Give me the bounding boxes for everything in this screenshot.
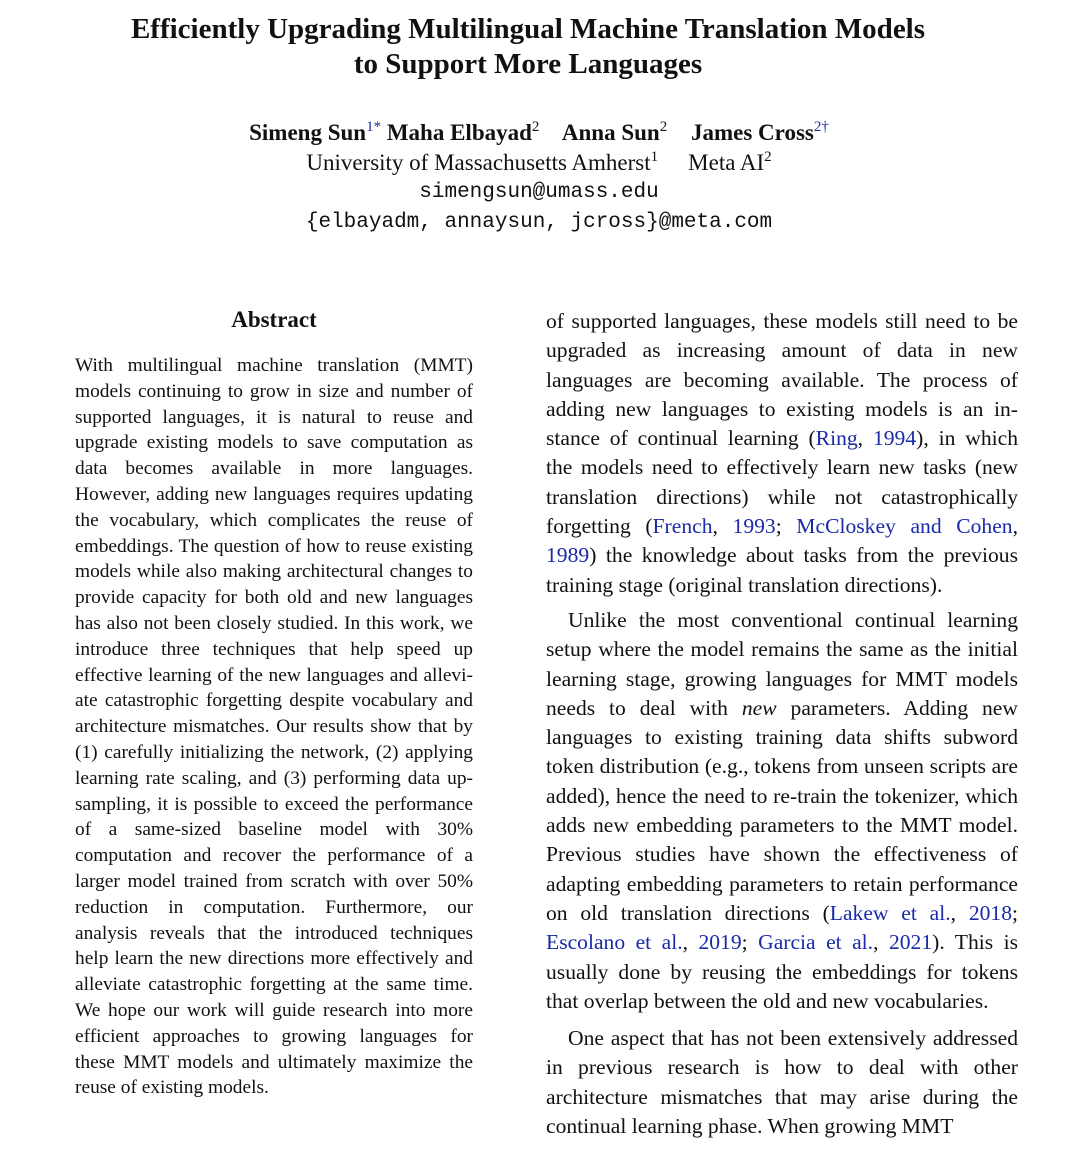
body-text: ; <box>1012 900 1018 925</box>
affiliations <box>0 148 1078 178</box>
citation-link[interactable]: Lakew et al. <box>829 900 951 925</box>
citation-link[interactable]: Ring <box>815 426 858 451</box>
author-marker: 2 <box>659 119 668 135</box>
right-column <box>546 307 1018 1141</box>
body-text: parameters. Adding new languages to existing training data shifts subword token distribution (e.g., tokens from unseen scripts are added), hence the need to re-train the tokenizer, which adds new embedding parameters to the MMT model. Previous studies have shown the effectiveness of adapting embedding parameters to retain performance on old translation directions ( <box>546 695 1018 925</box>
citation-link[interactable]: McCloskey and Cohen <box>796 514 1013 539</box>
body-text: , <box>873 930 889 955</box>
emphasis-text: new <box>741 695 777 720</box>
affiliation-marker: 2 <box>764 149 772 165</box>
paper-title <box>0 12 1056 82</box>
citation-link[interactable]: Garcia et al. <box>758 930 874 955</box>
email-group: {elbayadm, annaysun, jcross}@meta.com <box>305 211 773 234</box>
citation-link[interactable]: 2019 <box>698 930 742 955</box>
title-line-1: Efficiently Upgrading Multilingual Machine Translation Models <box>130 13 926 45</box>
body-text: of supported languages, these models still need to be upgraded as increasing amount of data in new languages are becoming available. The process of adding new languages to existing models is an instance of continual learning ( <box>546 309 1018 451</box>
author-marker: 1* <box>366 119 382 135</box>
citation-link[interactable]: 1989 <box>546 543 590 568</box>
citation-link[interactable]: 2021 <box>888 930 933 955</box>
left-column <box>75 304 473 1101</box>
author-block <box>0 118 1078 238</box>
body-text: , <box>682 930 699 955</box>
body-paragraph-2 <box>546 606 1018 1016</box>
author-names <box>0 118 1078 148</box>
citation-link[interactable]: 1993 <box>732 514 776 539</box>
body-text: , <box>1012 514 1019 539</box>
affiliation-marker: 1 <box>650 149 659 165</box>
body-text: , <box>857 426 873 451</box>
body-text: ; <box>741 930 759 955</box>
title-line-2: to Support More Languages <box>353 48 703 80</box>
citation-link[interactable]: Escolano et al. <box>546 930 683 955</box>
body-text: One aspect that has not been extensively addressed in previous research is how to deal with other architecture mismatches that may arise during the continual learning phase. When growing MMT <box>546 1026 1018 1139</box>
author-marker: 2 <box>531 119 540 135</box>
citation-link[interactable]: 2018 <box>968 900 1012 925</box>
body-text: Unlike the most conventional continual learning setup where the model remains the same as the initial learning stage, growing languages for MMT models needs to deal with <box>546 607 1018 720</box>
abstract-text: With multilingual machine translation (MMT) models continuing to grow in size and number of supported languages, it is natural to reuse and upgrade existing models to save computation as data becomes available in more languages. However, adding new languages requires updating the vocabulary, which complicates the reuse of embeddings. The question of how to reuse existing models while also making architectural changes to provide capacity for both old and new languages has also not been closely studied. In this work, we introduce three techniques that help speed up effective learning of the new languages and alleviate catastrophic forgetting despite vocabulary and architecture mismatches. Our results show that by (1) carefully initializing the network, (2) applying learning rate scaling, and (3) performing data up-sampling, it is possible to exceed the performance of a same-sized baseline model with 30% computation and recover the performance of a larger model trained from scratch with over 50% reduction in computation. Furthermore, our analysis reveals that the introduced techniques help learn the new directions more effectively and alleviate catastrophic forgetting at the same time. We hope our work will guide research into more efficient approaches to growing languages for these MMT models and ultimately maximize the reuse of existing models. <box>75 355 473 1099</box>
author-marker: 2† <box>813 119 829 135</box>
citation-link[interactable]: French <box>652 514 713 539</box>
body-text: ). This is usually done by reusing the embeddings for tokens that overlap between the old and new vocabularies. <box>546 930 1019 1013</box>
affiliation: University of Massachusetts Amherst <box>306 150 651 175</box>
body-text: ; <box>775 514 797 539</box>
author-name: Anna Sun <box>561 120 660 145</box>
author-name: Maha Elbayad <box>386 120 532 145</box>
body-paragraph-3 <box>546 1024 1018 1141</box>
body-text: , <box>712 514 733 539</box>
body-paragraph-1 <box>546 307 1018 600</box>
author-name: James Cross <box>690 120 814 145</box>
body-text: , <box>950 900 969 925</box>
affiliation: Meta AI <box>688 150 765 175</box>
abstract-heading: Abstract <box>231 307 317 332</box>
author-name: Simeng Sun <box>249 120 367 145</box>
citation-link[interactable]: 1994 <box>872 426 917 451</box>
body-text: ), in which the models need to effectively learn new tasks (new translation directions) while not catastrophically forgetting ( <box>546 426 1018 539</box>
body-text: ) the knowledge about tasks from the previous training stage (original translation directions). <box>546 543 1018 597</box>
email-primary: simengsun@umass.edu <box>419 181 659 204</box>
